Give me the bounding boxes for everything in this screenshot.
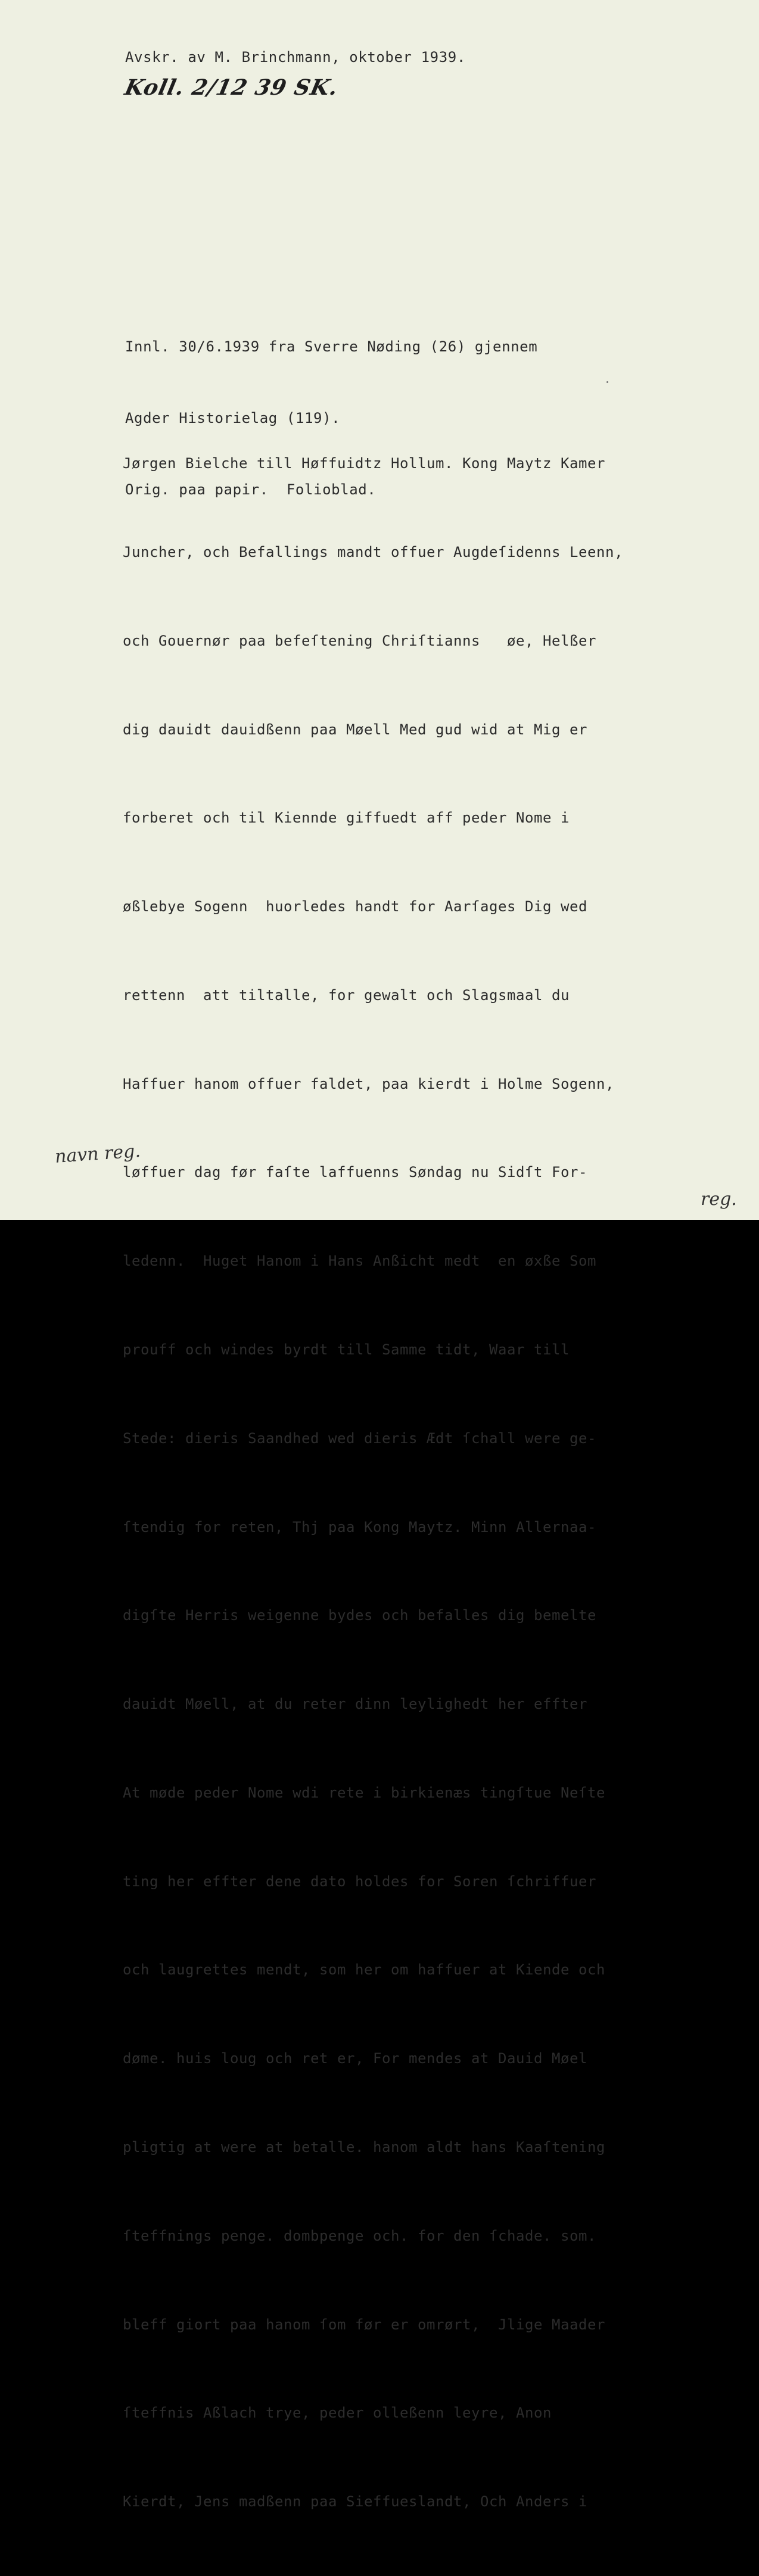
transcription-note: Avskr. av M. Brinchmann, oktober 1939.	[125, 49, 466, 66]
body-line: och Gouernør paa befeſtening Chriſtianns øe, Helßer	[123, 632, 596, 649]
body-line: Juncher, och Befallings mandt offuer Augdeſidenns Leenn,	[123, 543, 623, 560]
body-line: dig dauidt dauidßenn paa Møell Med gud wid at Mig er	[123, 721, 587, 738]
provenance-line: Innl. 30/6.1939 fra Sverre Nøding (26) gjennem	[125, 338, 538, 355]
body-line: øßlebye Sogenn huorledes handt for Aarſages Dig wed	[123, 898, 587, 915]
body-line: løffuer dag før faſte laffuenns Søndag nu Sidſt For-	[123, 1164, 587, 1181]
archive-mark: Koll. 2/12 39 SK.	[122, 75, 341, 100]
margin-note-reg: reg.	[701, 1189, 737, 1210]
body-line: Jørgen Bielche till Høffuidtz Hollum. Kong Maytz Kamer	[123, 455, 605, 472]
body-line: och laugrettes mendt, som her om haffuer at Kiende och	[123, 1961, 605, 1979]
body-line: forberet och til Kiennde giffuedt aff peder Nome i	[123, 809, 570, 827]
provenance-line: Orig. paa papir. Folioblad.	[125, 481, 377, 498]
body-line: Kierdt, Jens madßenn paa Sieffueslandt, Och Anders i	[123, 2493, 587, 2510]
body-line: ſteffnis Aßlach trye, peder olleßenn leyre, Anon	[123, 2404, 552, 2422]
document-body	[123, 390, 623, 2576]
provenance-line: Agder Historielag (119).	[125, 410, 341, 426]
body-line: ſtendig for reten, Thj paa Kong Maytz. Minn Allernaa-	[123, 1518, 596, 1535]
margin-note-navn-reg: navn reg.	[54, 1141, 141, 1167]
body-line: ledenn. Huget Hanom i Hans Anßicht medt en øxße Som	[123, 1253, 596, 1270]
body-line: prouff och windes byrdt till Samme tidt, Waar till	[123, 1341, 570, 1358]
paper-speck	[606, 381, 608, 383]
body-line: At møde peder Nome wdi rete i birkienæs tingſtue Neſte	[123, 1784, 605, 1801]
body-line: digſte Herris weigenne bydes och befalles dig bemelte	[123, 1607, 596, 1624]
body-line: dauidt Møell, at du reter dinn leylighedt her effter	[123, 1696, 587, 1713]
body-line: døme. huis loug och ret er, For mendes at Dauid Møel	[123, 2050, 587, 2067]
body-line: Stede: dieris Saandhed wed dieris Ædt ſchall were ge-	[123, 1429, 596, 1447]
body-line: pligtig at were at betalle. hanom aldt hans Kaaſtening	[123, 2139, 605, 2156]
body-line: rettenn att tiltalle, for gewalt och Slagsmaal du	[123, 986, 570, 1004]
body-line: ting her effter dene dato holdes for Soren ſchriffuer	[123, 1873, 596, 1890]
body-line: ſteffnings penge. dombpenge och. for den ſchade. som.	[123, 2227, 596, 2244]
body-line: bleff giort paa hanom ſom før er omrørt, Jlige Maader	[123, 2316, 605, 2333]
body-line: Haffuer hanom offuer faldet, paa kierdt i Holme Sogenn,	[123, 1075, 614, 1092]
